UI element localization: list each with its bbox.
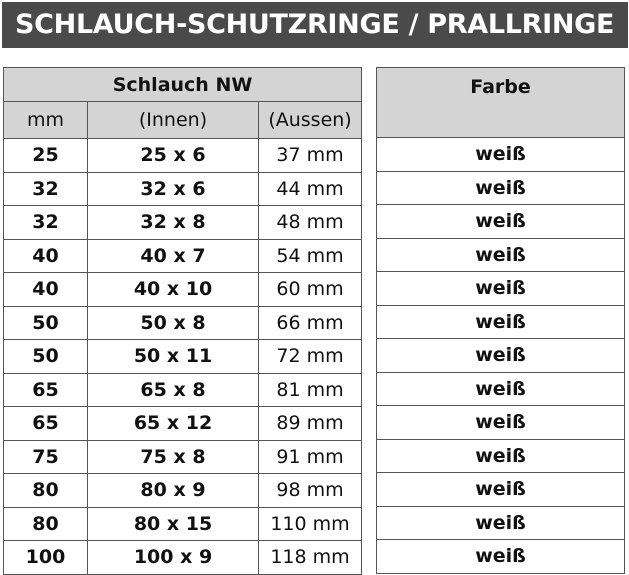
- cell-aussen: 91 mm: [259, 440, 362, 474]
- table-row: [4, 407, 362, 441]
- cell-mm: 32: [4, 206, 88, 240]
- cell-farbe: weiß: [377, 272, 625, 306]
- cell-mm: 50: [4, 306, 88, 340]
- cell-farbe: weiß: [377, 138, 625, 172]
- cell-farbe: weiß: [377, 439, 625, 473]
- cell-aussen: 37 mm: [259, 139, 362, 173]
- cell-innen: 32 x 8: [88, 206, 259, 240]
- column-header-innen: (Innen): [88, 102, 259, 139]
- table-row: [4, 440, 362, 474]
- cell-farbe: weiß: [377, 205, 625, 239]
- table-row: [377, 339, 625, 373]
- table-row: [377, 305, 625, 339]
- cell-farbe: weiß: [377, 406, 625, 440]
- cell-farbe: weiß: [377, 171, 625, 205]
- cell-mm: 40: [4, 273, 88, 307]
- cell-aussen: 48 mm: [259, 206, 362, 240]
- group-header-schlauch-nw: Schlauch NW: [4, 68, 362, 102]
- cell-innen: 40 x 10: [88, 273, 259, 307]
- cell-farbe: weiß: [377, 238, 625, 272]
- table-row: [4, 507, 362, 541]
- table-row: [4, 340, 362, 374]
- cell-innen: 80 x 9: [88, 474, 259, 508]
- cell-aussen: 60 mm: [259, 273, 362, 307]
- cell-aussen: 44 mm: [259, 172, 362, 206]
- table-row: [4, 172, 362, 206]
- cell-innen: 50 x 11: [88, 340, 259, 374]
- cell-mm: 32: [4, 172, 88, 206]
- cell-aussen: 54 mm: [259, 239, 362, 273]
- cell-mm: 100: [4, 541, 88, 575]
- cell-farbe: weiß: [377, 339, 625, 373]
- size-table: [3, 67, 362, 575]
- cell-farbe: weiß: [377, 506, 625, 540]
- cell-mm: 65: [4, 373, 88, 407]
- table-row: [377, 138, 625, 172]
- table-row: [377, 272, 625, 306]
- table-row: [377, 540, 625, 574]
- cell-mm: 65: [4, 407, 88, 441]
- cell-innen: 25 x 6: [88, 139, 259, 173]
- cell-aussen: 98 mm: [259, 474, 362, 508]
- column-header-farbe: Farbe: [377, 68, 625, 138]
- table-row: [4, 541, 362, 575]
- cell-innen: 32 x 6: [88, 172, 259, 206]
- cell-mm: 50: [4, 340, 88, 374]
- table-row: [377, 406, 625, 440]
- cell-aussen: 66 mm: [259, 306, 362, 340]
- cell-innen: 75 x 8: [88, 440, 259, 474]
- table-row: [4, 139, 362, 173]
- cell-mm: 25: [4, 139, 88, 173]
- table-row: [4, 306, 362, 340]
- table-row: [377, 205, 625, 239]
- table-row: [4, 474, 362, 508]
- table-row: [377, 473, 625, 507]
- cell-innen: 40 x 7: [88, 239, 259, 273]
- cell-aussen: 72 mm: [259, 340, 362, 374]
- cell-aussen: 110 mm: [259, 507, 362, 541]
- table-row: [4, 206, 362, 240]
- table-row: [377, 506, 625, 540]
- page-title: SCHLAUCH-SCHUTZRINGE / PRALLRINGE: [2, 2, 628, 48]
- table-row: [4, 239, 362, 273]
- cell-mm: 80: [4, 507, 88, 541]
- cell-innen: 100 x 9: [88, 541, 259, 575]
- table-row: [4, 373, 362, 407]
- color-table-body: [377, 138, 625, 574]
- table-row: [377, 439, 625, 473]
- cell-innen: 50 x 8: [88, 306, 259, 340]
- cell-farbe: weiß: [377, 372, 625, 406]
- cell-farbe: weiß: [377, 305, 625, 339]
- cell-innen: 65 x 12: [88, 407, 259, 441]
- cell-aussen: 81 mm: [259, 373, 362, 407]
- column-header-mm: mm: [4, 102, 88, 139]
- table-row: [377, 238, 625, 272]
- color-table: [376, 67, 625, 574]
- cell-innen: 80 x 15: [88, 507, 259, 541]
- size-table-body: [4, 139, 362, 575]
- table-row: [377, 171, 625, 205]
- table-row: [377, 372, 625, 406]
- cell-farbe: weiß: [377, 540, 625, 574]
- column-header-aussen: (Aussen): [259, 102, 362, 139]
- cell-innen: 65 x 8: [88, 373, 259, 407]
- table-row: [4, 273, 362, 307]
- cell-mm: 75: [4, 440, 88, 474]
- cell-mm: 40: [4, 239, 88, 273]
- cell-mm: 80: [4, 474, 88, 508]
- cell-aussen: 89 mm: [259, 407, 362, 441]
- cell-farbe: weiß: [377, 473, 625, 507]
- cell-aussen: 118 mm: [259, 541, 362, 575]
